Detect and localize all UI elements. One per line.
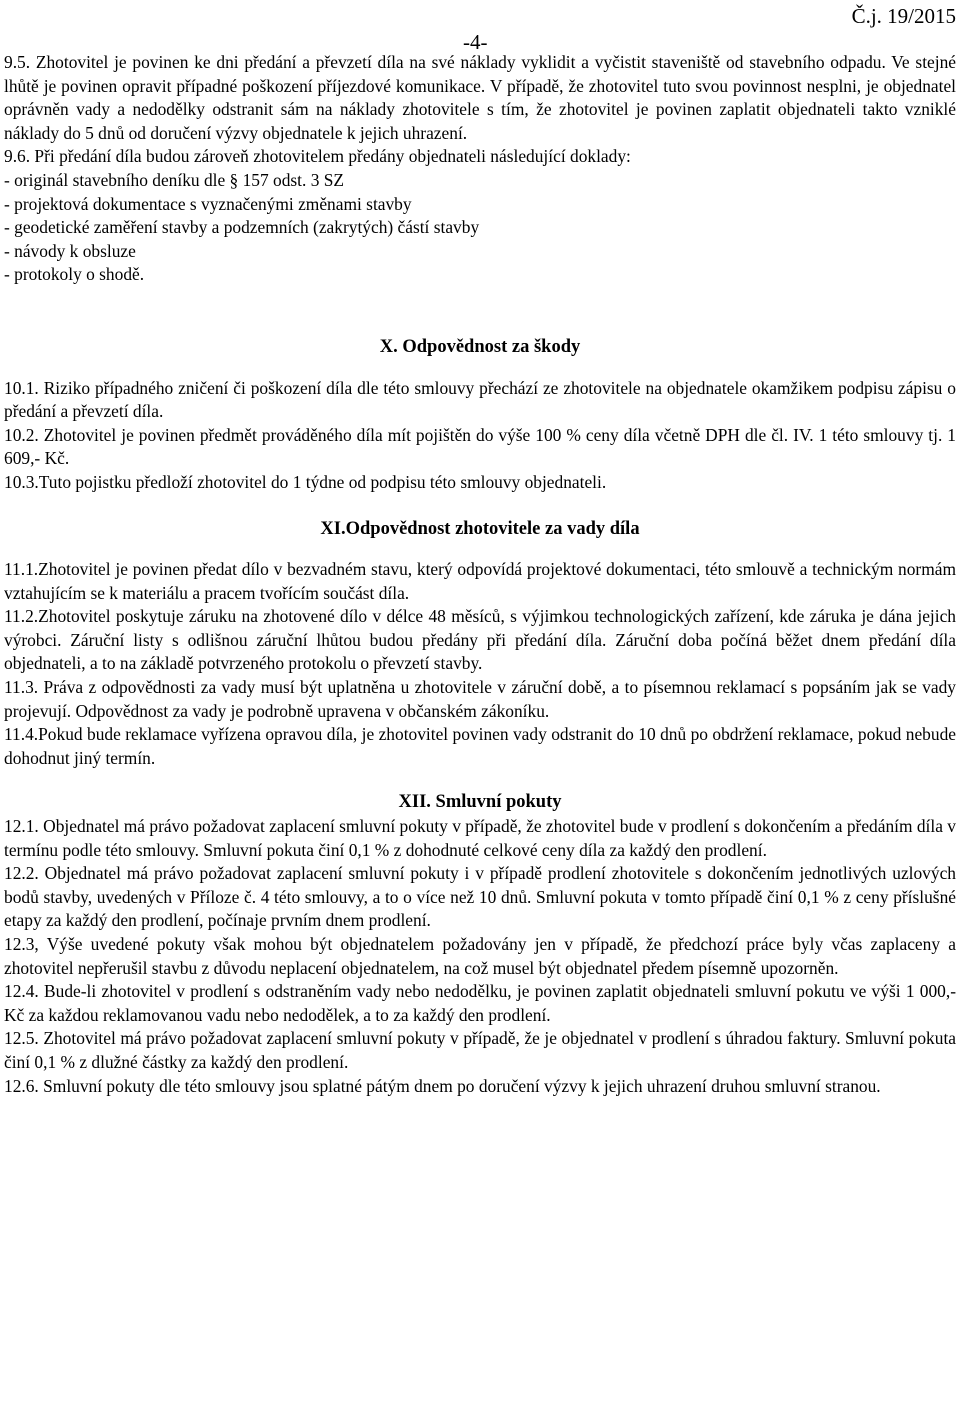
list-item: - návody k obsluze — [4, 240, 136, 261]
clause-10-3: 10.3.Tuto pojistku předloží zhotovitel do 1 týdne od podpisu této smlouvy objednateli. — [4, 471, 607, 492]
section-xii-body — [4, 815, 956, 1098]
section-heading-xi: XI.Odpovědnost zhotovitele za vady díla — [320, 518, 640, 539]
clause-9-6: 9.6. Při předání díla budou zároveň zhotovitelem předány objednateli následující doklady: — [4, 146, 631, 167]
list-item: - geodetické zaměření stavby a podzemních (zakrytých) částí stavby — [4, 217, 480, 238]
clause-12-4: 12.4. Bude-li zhotovitel v prodlení s odstraněním vady nebo nedodělku, je povinen zaplatit objednateli smluvní pokutu ve výši 1 000,- Kč za každou reklamovanou vadu nebo nedodělek, a to za každý den prodlení. — [4, 981, 956, 1025]
clause-12-5: 12.5. Zhotovitel má právo požadovat zaplacení smluvní pokuty v případě, že je objednatel v prodlení s úhradou faktury. Smluvní pokuta činí 0,1 % z dlužné částky za každý den prodlení. — [4, 1028, 956, 1072]
list-item: - protokoly o shodě. — [4, 264, 145, 285]
clause-12-1: 12.1. Objednatel má právo požadovat zaplacení smluvní pokuty v případě, že zhotovitel bude v prodlení s dokončením a předáním díla v termínu podle této smlouvy. Smluvní pokuta činí 0,1 % z dohodnuté celkové ceny díla za každý den prodlení. — [4, 816, 956, 860]
clause-11-1: 11.1.Zhotovitel je povinen předat dílo v bezvadném stavu, který odpovídá projektové dokumentaci, této smlouvě a technickým normám vztahujícím se k materiálu a pracem tvořícím součást díla. — [4, 559, 956, 603]
clause-10-1: 10.1. Riziko případného zničení či poškození díla dle této smlouvy přechází ze zhotovitele na objednatele okamžikem podpisu zápisu o předání a převzetí díla. — [4, 377, 956, 422]
section-xi-body — [4, 558, 956, 770]
clause-12-2: 12.2. Objednatel má právo požadovat zaplacení smluvní pokuty i v případě prodlení zhotovitele s dokončením jednotlivých uzlových bodů stavby, uvedených v Příloze č. 4 této smlouvy, a to o více než 10 dnů. Smluvní pokuta v tomto případě činí 0,1 % z ceny příslušné etapy za každý den prodlení, počínaje prvním dnem prodlení. — [4, 863, 956, 931]
document-body — [4, 51, 956, 1098]
clause-11-4: 11.4.Pokud bude reklamace vyřízena opravou díla, je zhotovitel povinen vady odstranit do 10 dnů po obdržení reklamace, pokud nebude dohodnut jiný termín. — [4, 724, 956, 768]
list-item: - projektová dokumentace s vyznačenými změnami stavby — [4, 193, 412, 214]
handover-documents-list — [4, 169, 956, 287]
clause-12-3: 12.3, Výše uvedené pokuty však mohou být objednatelem požadovány jen v případě, že předchozí práce byly včas zaplaceny a zhotovitel nepřerušil stavbu z důvodu neplacení objednatelem, na což musel být objednatel předem písemně upozorněn. — [4, 934, 956, 978]
document-reference: Č.j. 19/2015 — [851, 4, 956, 28]
section-heading-xii: XII. Smluvní pokuty — [398, 792, 562, 813]
clause-11-2: 11.2.Zhotovitel poskytuje záruku na zhotovené dílo v délce 48 měsíců, s výjimkou technologických zařízení, kde záruka je dána jejich výrobci. Záruční listy s odlišnou záruční lhůtou budou předány při předání díla. Záruční doba počíná běžet dnem předání díla objednateli, a to na základě potvrzeného protokolu o převzetí stavby. — [4, 606, 956, 674]
page-number: -4- — [463, 30, 488, 54]
list-item: - originál stavebního deníku dle § 157 odst. 3 SZ — [4, 169, 345, 190]
clause-9-5: 9.5. Zhotovitel je povinen ke dni předání a převzetí díla na své náklady vyklidit a vyčistit staveniště od stavebního odpadu. Ve stejné lhůtě je povinen opravit případné poškození příjezdové komunikace. V případě, že zhotovitel tuto svou povinnost nesplni, je objednatel oprávněn vady a nedodělky odstranit sám na náklady zhotovitele s tím, že zhotovitel je povinen zaplatit objednateli takto vzniklé náklady do 5 dnů od doručení výzvy objednatele k jejich uhrazení. — [4, 52, 956, 143]
clause-12-6: 12.6. Smluvní pokuty dle této smlouvy jsou splatné pátým dnem po doručení výzvy k jejich uhrazení druhou smluvní stranou. — [4, 1075, 881, 1096]
section-heading-x: X. Odpovědnost za škody — [379, 336, 581, 357]
clause-10-2: 10.2. Zhotovitel je povinen předmět prováděného díla mít pojištěn do výše 100 % ceny díla včetně DPH dle čl. IV. 1 této smlouvy tj. 1 609,- Kč. — [4, 424, 956, 469]
section-x-body — [4, 377, 956, 495]
clause-11-3: 11.3. Práva z odpovědnosti za vady musí být uplatněna u zhotovitele v záruční době, a to písemnou reklamací s popsáním jak se vady projevují. Odpovědnost za vady je podrobně upravena v občanském zákoníku. — [4, 677, 956, 721]
